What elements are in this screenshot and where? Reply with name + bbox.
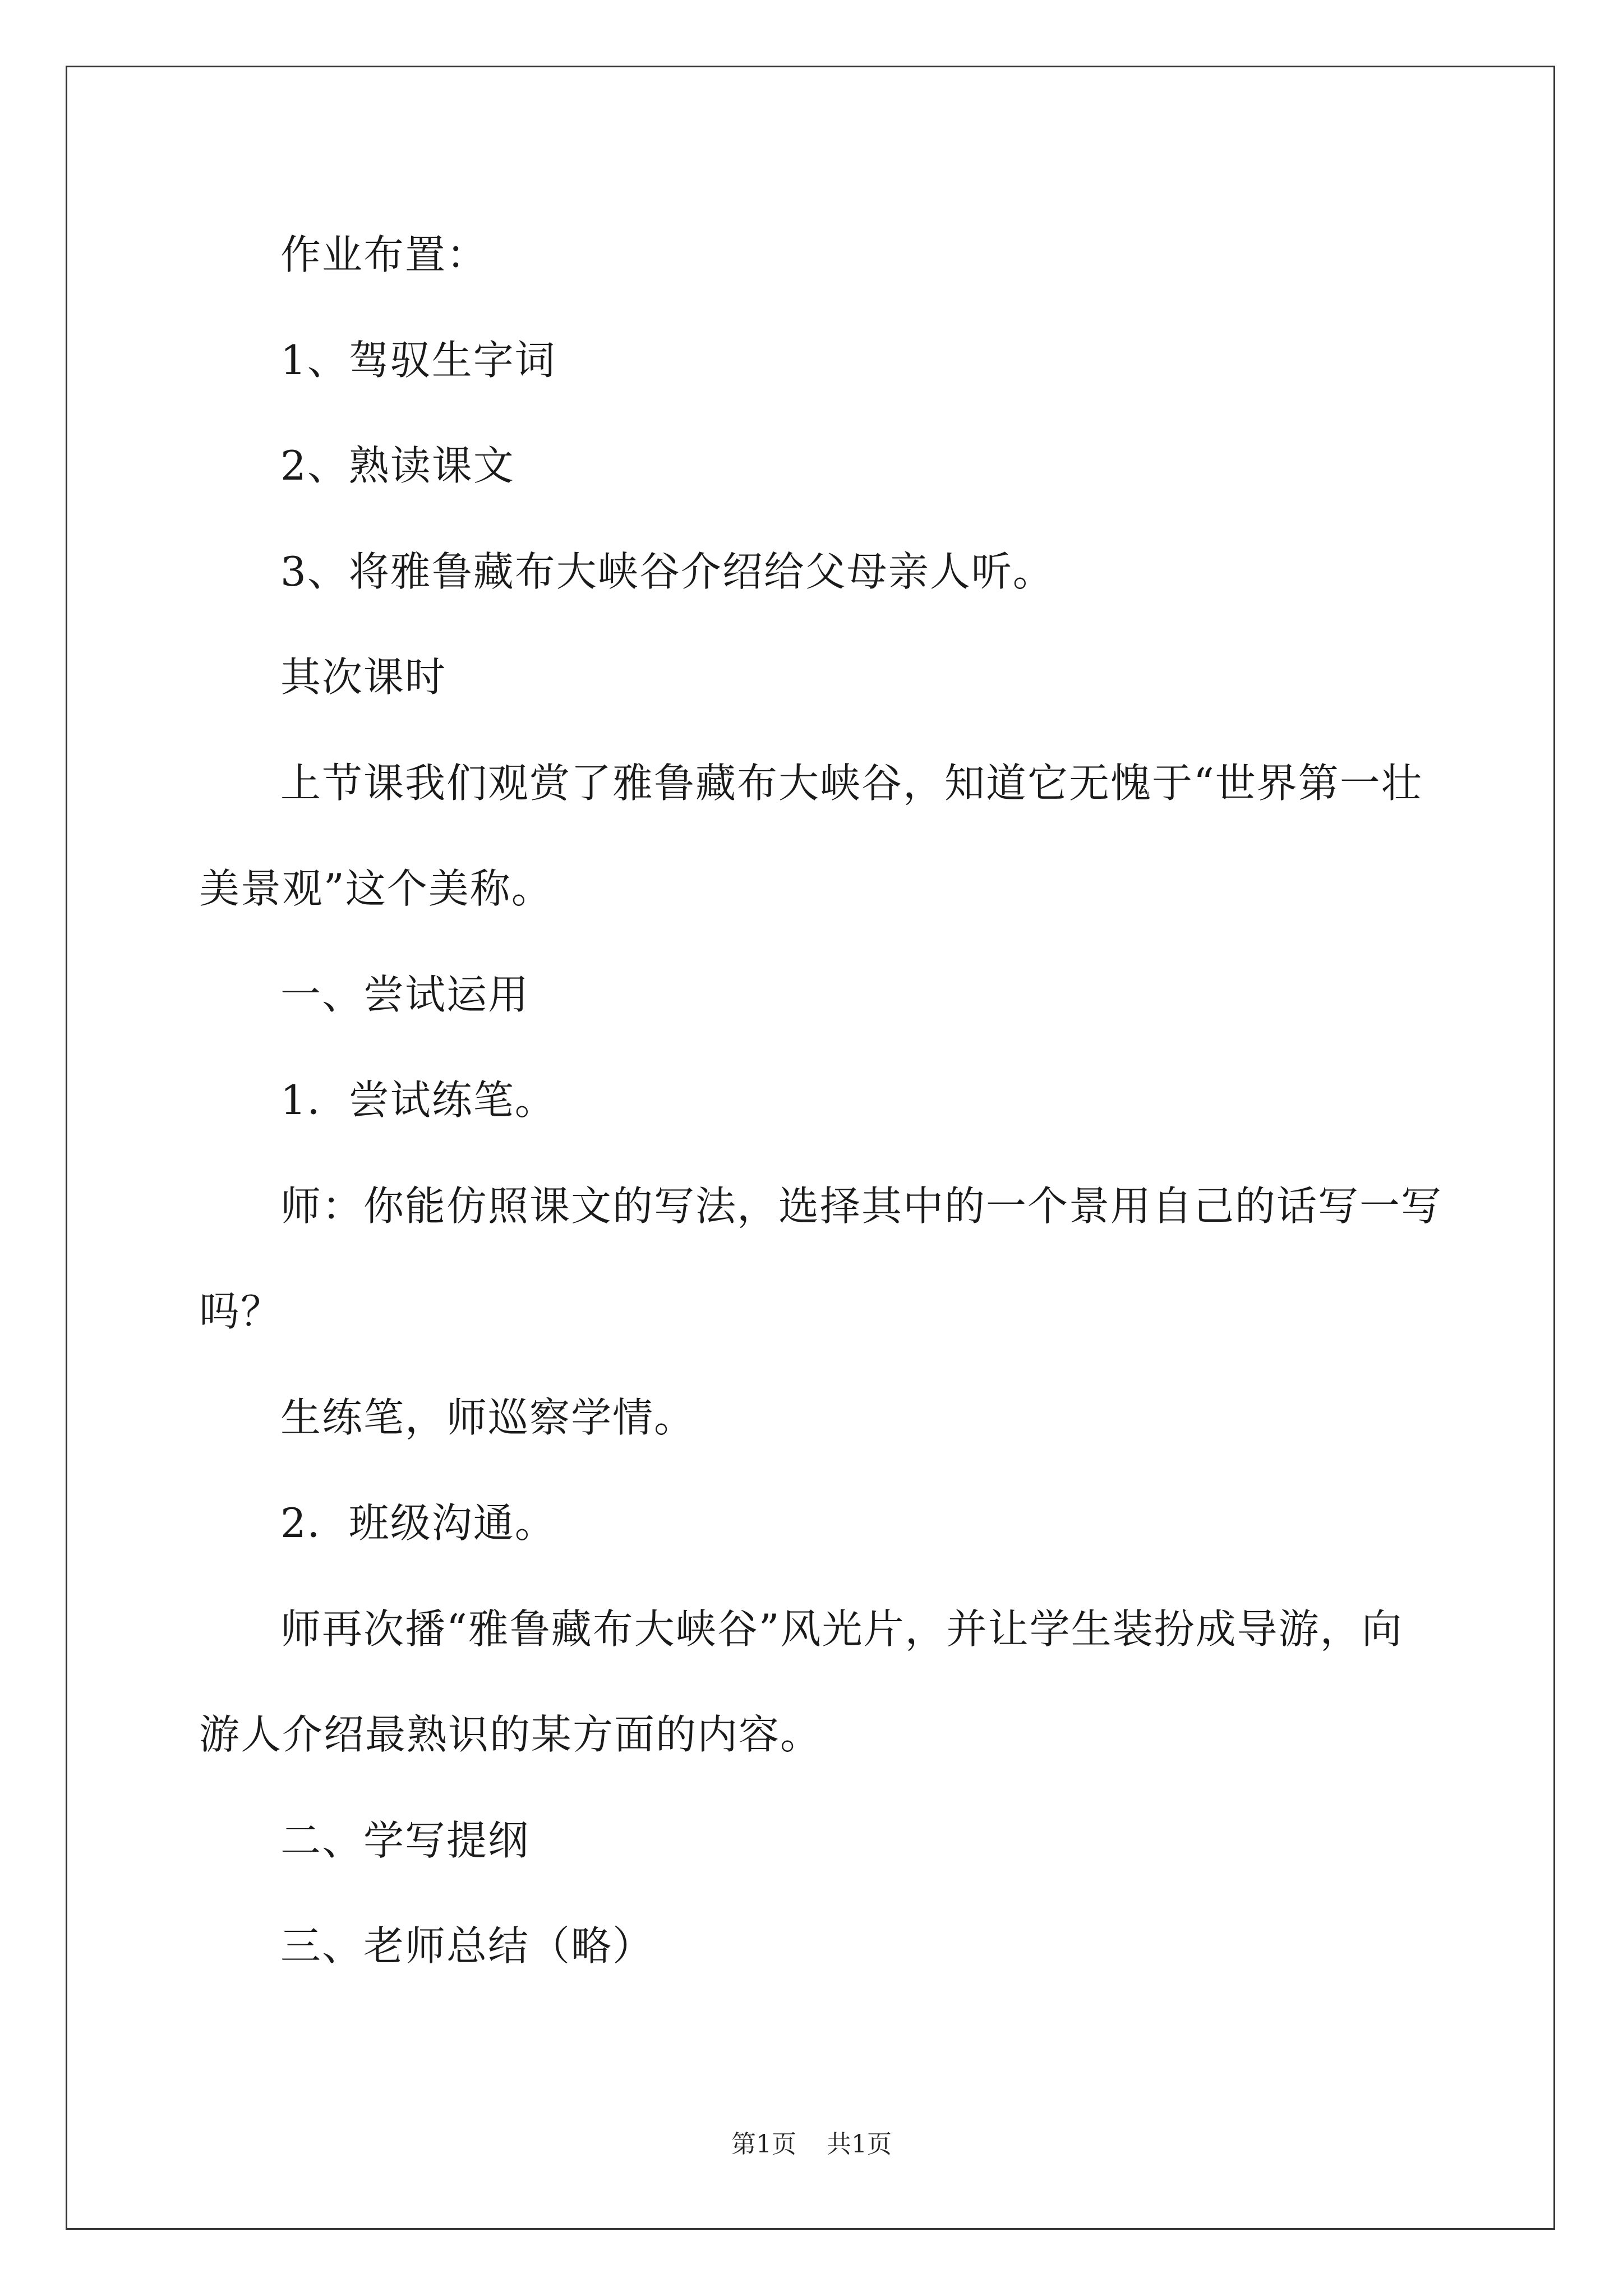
paragraph-practice: 1．尝试练笔。 (280, 1076, 556, 1124)
paragraph-teacher-question-line-2: 吗？ (199, 1288, 283, 1335)
paragraph-item-3: 3、将雅鲁藏布大峡谷介绍给父母亲人听。 (280, 548, 1054, 595)
paragraph-second-lesson: 其次课时 (280, 654, 447, 701)
paragraph-section-3: 三、老师总结（略） (280, 1922, 654, 1970)
paragraph-item-2: 2、熟读课文 (280, 442, 515, 489)
paragraph-teacher-question-line-1: 师：你能仿照课文的写法，选择其中的一个景用自己的话写一写 (280, 1182, 1443, 1230)
paragraph-teacher-video-line-2: 游人介绍最熟识的某方面的内容。 (199, 1711, 822, 1758)
page-number: 第1页 (731, 2130, 796, 2159)
page-footer (0, 2131, 1623, 2159)
paragraph-teacher-video-line-1: 师再次播“雅鲁藏布大峡谷”风光片，并让学生装扮成导游，向 (280, 1605, 1403, 1653)
paragraph-intro-line-1: 上节课我们观赏了雅鲁藏布大峡谷，知道它无愧于“世界第一壮 (280, 760, 1423, 807)
paragraph-homework-title: 作业布置： (280, 231, 488, 278)
paragraph-intro-line-2: 美景观”这个美称。 (199, 865, 553, 912)
paragraph-section-2: 二、学写提纲 (280, 1817, 530, 1864)
paragraph-section-1: 一、尝试运用 (280, 971, 530, 1018)
paragraph-class-communication: 2．班级沟通。 (280, 1499, 556, 1547)
paragraph-student-practice: 生练笔，师巡察学情。 (280, 1394, 696, 1441)
page-total: 共1页 (827, 2130, 892, 2159)
paragraph-item-1: 1、驾驭生字词 (280, 337, 556, 384)
page-frame (66, 66, 1555, 2230)
